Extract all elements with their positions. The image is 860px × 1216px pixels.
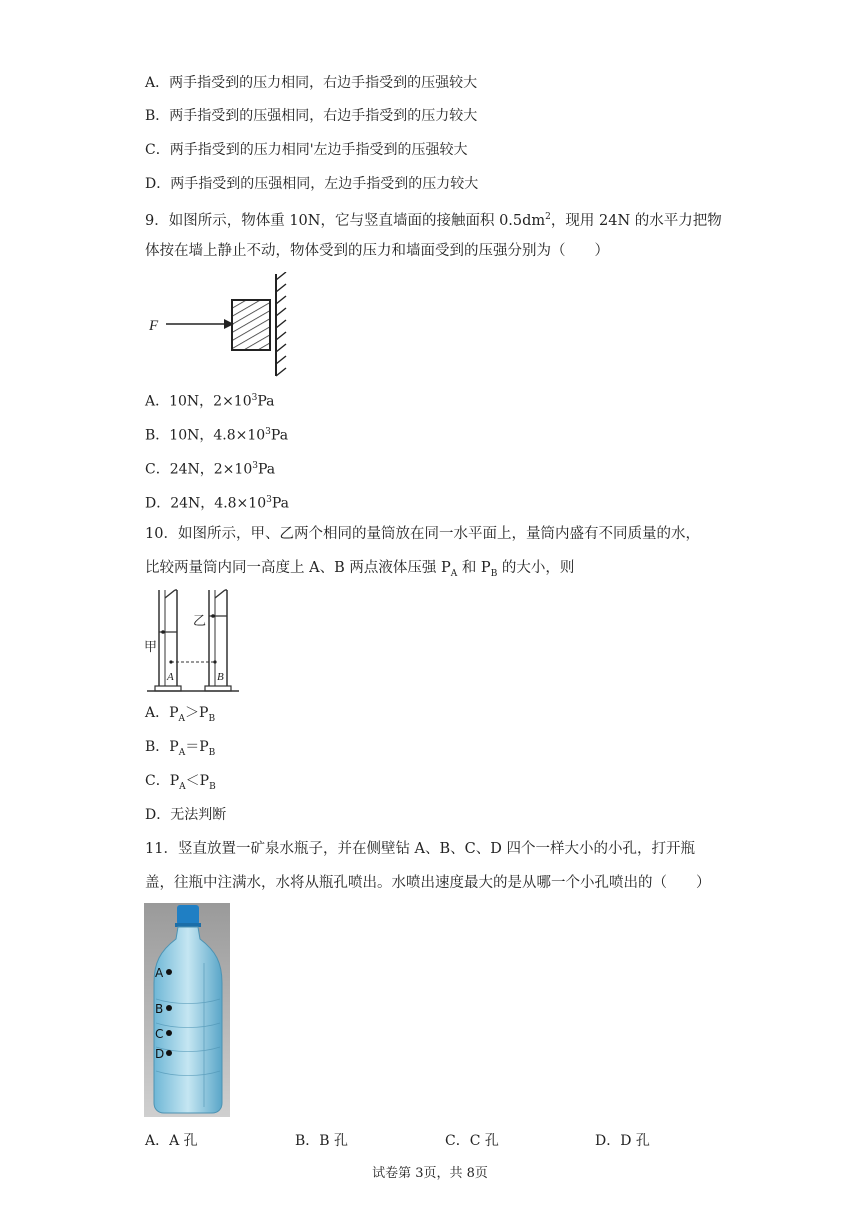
q10-point-b-dot [213, 660, 216, 663]
q11-label-c: C [155, 1027, 164, 1041]
q9-option-a-unit: Pa [257, 393, 275, 410]
q10-option-b-letter: B． [145, 739, 170, 755]
q10-stem-line1: 10．如图所示，甲、乙两个相同的量筒放在同一水平面上，量筒内盛有不同质量的水， [145, 526, 700, 542]
q9-option-b-unit: Pa [270, 427, 289, 444]
q10-stem-text-c: 的大小，则 [497, 560, 575, 576]
q10-option-c-letter: C． [145, 773, 170, 789]
q10-option-b-s1: A [178, 747, 186, 758]
q11-stem-line1: 11．竖直放置一矿泉水瓶子，并在侧壁钻 A、B、C、D 四个一样大小的小孔，打开瓶 [145, 841, 696, 857]
q10-option-a-s2: B [208, 713, 216, 724]
q10-option-c-p2: P [199, 773, 210, 789]
q8-option-c: C．两手指受到的压力相同'左边手指受到的压强较大 [145, 142, 468, 158]
q10-option-c-s1: A [179, 781, 186, 792]
q10-option-c [145, 771, 216, 797]
q10-option-a-p1: P [169, 705, 179, 721]
q9-option-a-exp: 3 [251, 393, 258, 403]
q9-option-c [145, 456, 275, 480]
q9-option-c-exp: 3 [252, 461, 258, 471]
q11-hole-a [166, 969, 172, 975]
q11-hole-c [166, 1030, 172, 1036]
q9-stem-line1 [145, 207, 722, 231]
q8-option-a: A．两手指受到的压力相同，右边手指受到的压强较大 [145, 75, 478, 91]
q10-label-b: B [217, 671, 224, 683]
q11-bottle-figure [144, 903, 230, 1117]
q11-label-b: B [155, 1002, 164, 1016]
q9-stem-sup: 2 [545, 212, 551, 222]
q10-option-c-s2: B [209, 781, 216, 792]
q10-stem-line2 [145, 558, 574, 584]
q10-figure-cylinders [143, 588, 243, 694]
page-footer: 试卷第 3页，共 8页 [372, 1166, 488, 1181]
q11-option-b: B．B 孔 [295, 1133, 349, 1149]
q11-label-d: D [155, 1047, 165, 1061]
q10-option-b-op: ＝ [185, 739, 200, 755]
q8-option-d: D．两手指受到的压强相同，左边手指受到的压力较大 [145, 176, 479, 192]
q9-option-c-text: C．24N，2×10 [145, 461, 253, 478]
q11-option-a: A．A 孔 [145, 1133, 198, 1149]
q10-option-b-s2: B [208, 747, 216, 758]
q10-label-a: A [167, 671, 174, 683]
q10-stem-sub-b: B [490, 568, 498, 579]
q9-option-a-text: A．10N，2×10 [145, 393, 252, 410]
q11-option-c: C．C 孔 [445, 1133, 499, 1149]
q9-option-a [145, 388, 275, 412]
q9-option-c-unit: Pa [257, 461, 276, 478]
q11-bottle-cap [177, 905, 199, 925]
q10-stem-sub-a: A [450, 568, 458, 579]
q11-option-d: D．D 孔 [595, 1133, 650, 1149]
q8-option-b: B．两手指受到的压强相同，右边手指受到的压力较大 [145, 108, 478, 124]
q10-stem-text-b: 和 P [457, 560, 491, 576]
q9-option-d-exp: 3 [266, 495, 272, 505]
q11-bottle-cap-ring [175, 923, 201, 927]
q9-option-d [145, 490, 289, 514]
q9-option-b-text: B．10N，4.8×10 [145, 427, 266, 444]
q10-option-d: D．无法判断 [145, 807, 227, 823]
q9-option-d-text: D．24N，4.8×10 [145, 495, 267, 512]
q10-stem-text-a: 比较两量筒内同一高度上 A、B 两点液体压强 P [145, 560, 451, 576]
q11-bottle-body [154, 927, 222, 1113]
q10-point-a-dot [169, 660, 172, 663]
q9-option-d-unit: Pa [271, 495, 289, 512]
q9-figure-block-wall [140, 272, 300, 384]
q10-option-a-s1: A [178, 713, 186, 724]
q11-hole-d [166, 1050, 172, 1056]
q10-option-b-p1: P [169, 739, 179, 755]
q10-option-c-p1: P [169, 773, 180, 789]
q9-block [232, 300, 270, 350]
q10-option-a-op: ＞ [185, 705, 200, 721]
q10-option-c-op: ＜ [185, 773, 200, 789]
q11-hole-b [166, 1005, 172, 1011]
q10-option-b [145, 737, 215, 763]
q9-force-label: F [149, 318, 159, 334]
q10-label-jia: 甲 [144, 640, 158, 655]
q10-jia-surface-dot [161, 630, 165, 634]
q10-label-yi: 乙 [193, 614, 207, 629]
q9-option-b-exp: 3 [265, 427, 271, 437]
q9-stem-text-b: ，现用 24N 的水平力把物 [550, 212, 722, 229]
q9-option-b [145, 422, 288, 446]
q9-wall-hatch [276, 272, 286, 376]
q10-option-a-p2: P [199, 705, 209, 721]
q11-stem-line2: 盖，往瓶中注满水，水将从瓶孔喷出。水喷出速度最大的是从哪一个小孔喷出的（ ） [145, 875, 711, 891]
q9-stem-text-a: 9．如图所示，物体重 10N，它与竖直墙面的接触面积 0.5dm [145, 212, 546, 229]
q10-option-a-letter: A． [145, 705, 170, 721]
q9-stem-line2: 体按在墙上静止不动，物体受到的压力和墙面受到的压强分别为（ ） [145, 243, 609, 259]
q10-option-b-p2: P [199, 739, 209, 755]
q11-label-a: A [155, 966, 164, 980]
q10-yi-surface-dot [211, 614, 215, 618]
q10-option-a [145, 703, 215, 729]
